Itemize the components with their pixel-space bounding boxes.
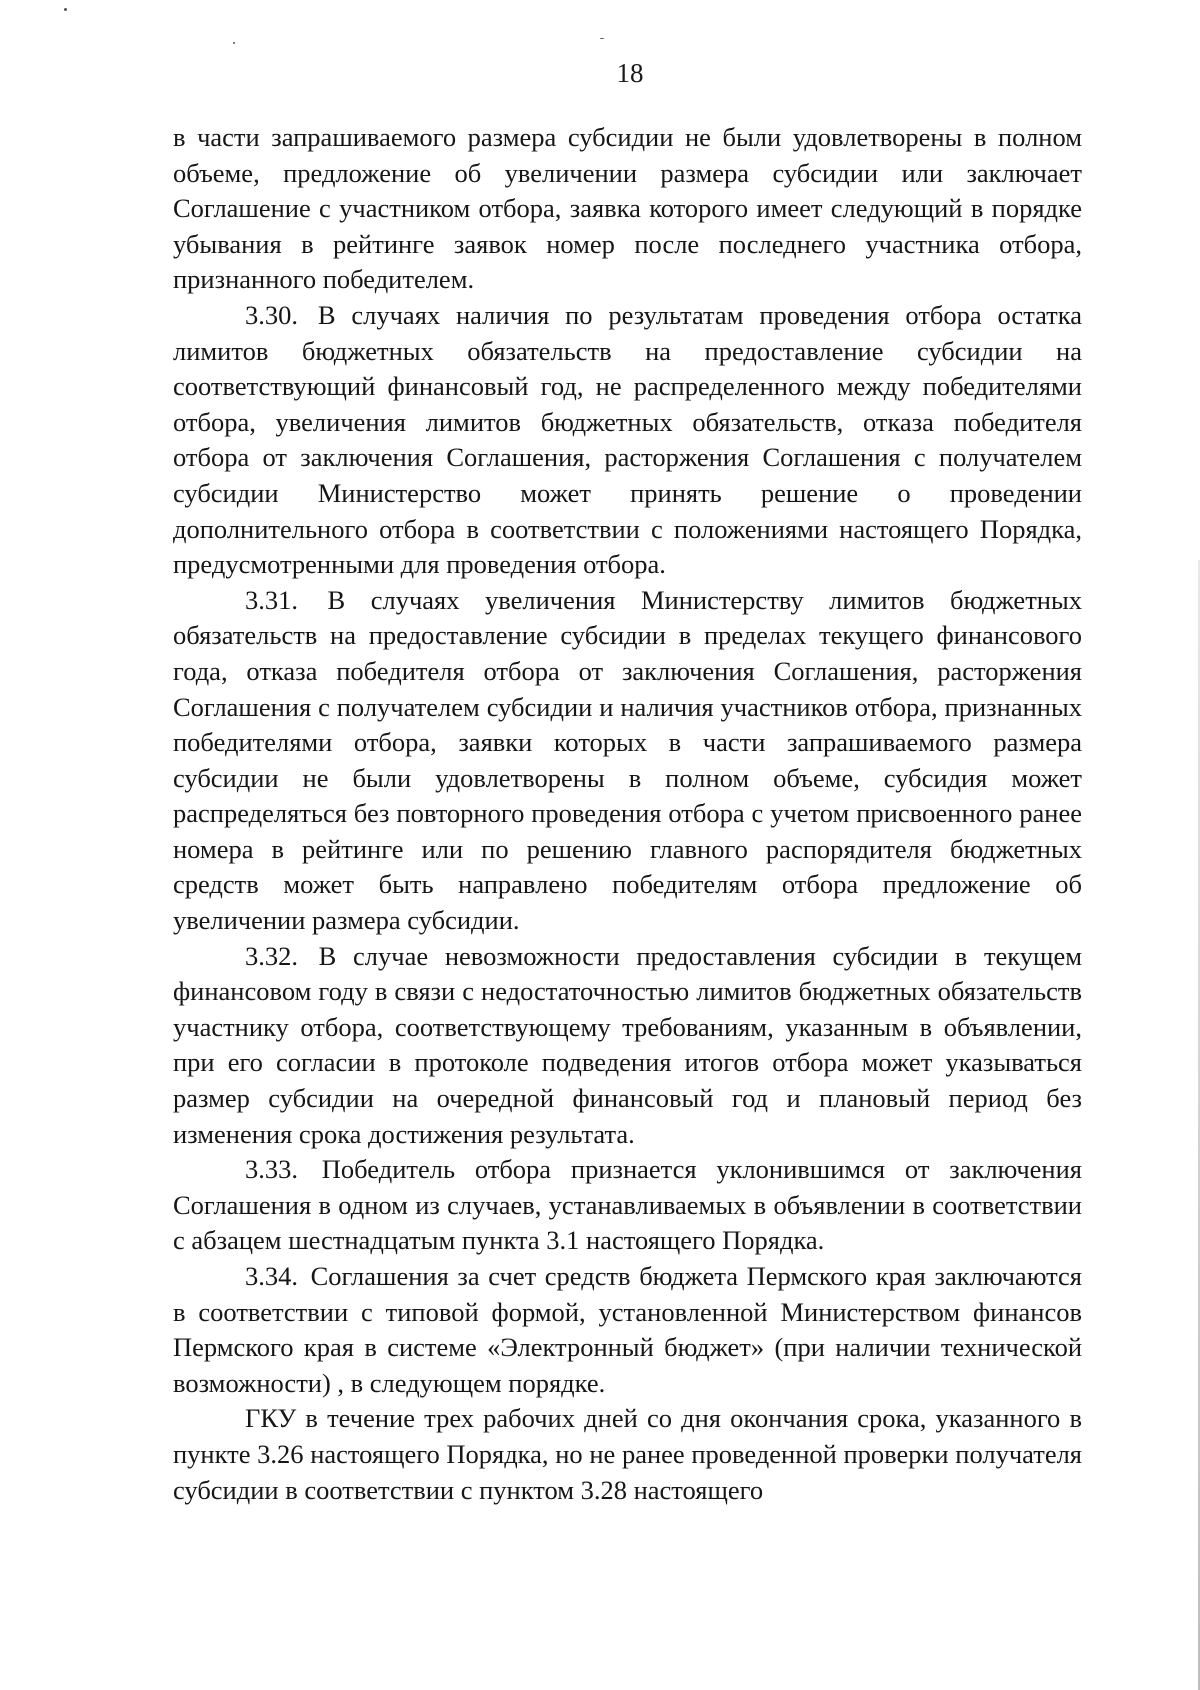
paragraph-text: В случаях увеличения Министерству лимитов бюджетных обязательств на предоставление субсидии в пределах текущего финансового года, отказа победителя отбора от заключения Соглашения, расторжения Соглашения с получателем субсидии и наличия участников отбора, признанных победителями отбора, заявки которых в части запрашиваемого размера субсидии не были удовлетворены в полном объеме, субсидия может распределяться без повторного проведения отбора с учетом присвоенного ранее номера в рейтинге или по решению главного распорядителя бюджетных средств может быть направлено победителям отбора предложение об увеличении размера субсидии. <box>173 584 1083 936</box>
paragraph-number: 3.30. <box>245 299 298 330</box>
paragraph-continuation <box>173 120 1082 298</box>
paragraph-3-32 <box>173 939 1082 1153</box>
scan-speck <box>600 38 604 39</box>
paragraph-text: в части запрашиваемого размера субсидии не были удовлетворены в полном объеме, предложение об увеличении размера субсидии или заключает Соглашение с участником отбора, заявка которого имеет следующий в порядке убывания в рейтинге заявок номер после последнего участника отбора, признанного победителем. <box>173 122 1082 295</box>
paragraph-text: В случае невозможности предоставления субсидии в текущем финансовом году в связи с недостаточностью лимитов бюджетных обязательств участнику отбора, соответствующему требованиям, указанным в объявлении, при его согласии в протоколе подведения итогов отбора может указываться размер субсидии на очередной финансовый год и плановый период без изменения срока достижения результата. <box>173 940 1082 1149</box>
paragraph-3-30 <box>173 298 1082 583</box>
paragraph-gku <box>173 1401 1082 1508</box>
scan-speck <box>64 8 67 11</box>
page-number: 18 <box>616 58 644 88</box>
paragraph-3-33 <box>173 1152 1082 1259</box>
paragraph-3-34 <box>173 1259 1082 1401</box>
scan-speck <box>233 42 235 44</box>
paragraph-number: 3.34. <box>245 1261 298 1291</box>
document-body <box>173 120 1082 1508</box>
paragraph-text: Победитель отбора признается уклонившимся от заключения Соглашения в одном из случаев, устанавливаемых в объявлении в соответствии с абзацем шестнадцатым пункта 3.1 настоящего Порядка. <box>173 1154 1082 1256</box>
paragraph-text: Соглашения за счет средств бюджета Пермского края заключаются в соответствии с типовой формой, установленной Министерством финансов Пермского края в системе «Электронный бюджет» (при наличии технической возможности) , в следующем порядке. <box>173 1261 1082 1398</box>
paragraph-number: 3.32. <box>245 940 298 971</box>
paragraph-text: В случаях наличия по результатам проведения отбора остатка лимитов бюджетных обязательств на предоставление субсидии на соответствующий финансовый год, не распределенного между победителями отбора, увеличения лимитов бюджетных обязательств, отказа победителя отбора от заключения Соглашения, расторжения Соглашения с получателем субсидии Министерство может принять решение о проведении дополнительного отбора в соответствии с положениями настоящего Порядка, предусмотренными для проведения отбора. <box>173 299 1082 580</box>
paragraph-3-31 <box>173 583 1082 939</box>
paragraph-text: ГКУ в течение трех рабочих дней со дня окончания срока, указанного в пункте 3.26 настоящего Порядка, но не ранее проведенной проверки получателя субсидии в соответствии с пунктом 3.28 настоящего <box>173 1403 1082 1505</box>
paragraph-number: 3.31. <box>245 584 298 615</box>
paragraph-number: 3.33. <box>245 1154 298 1185</box>
